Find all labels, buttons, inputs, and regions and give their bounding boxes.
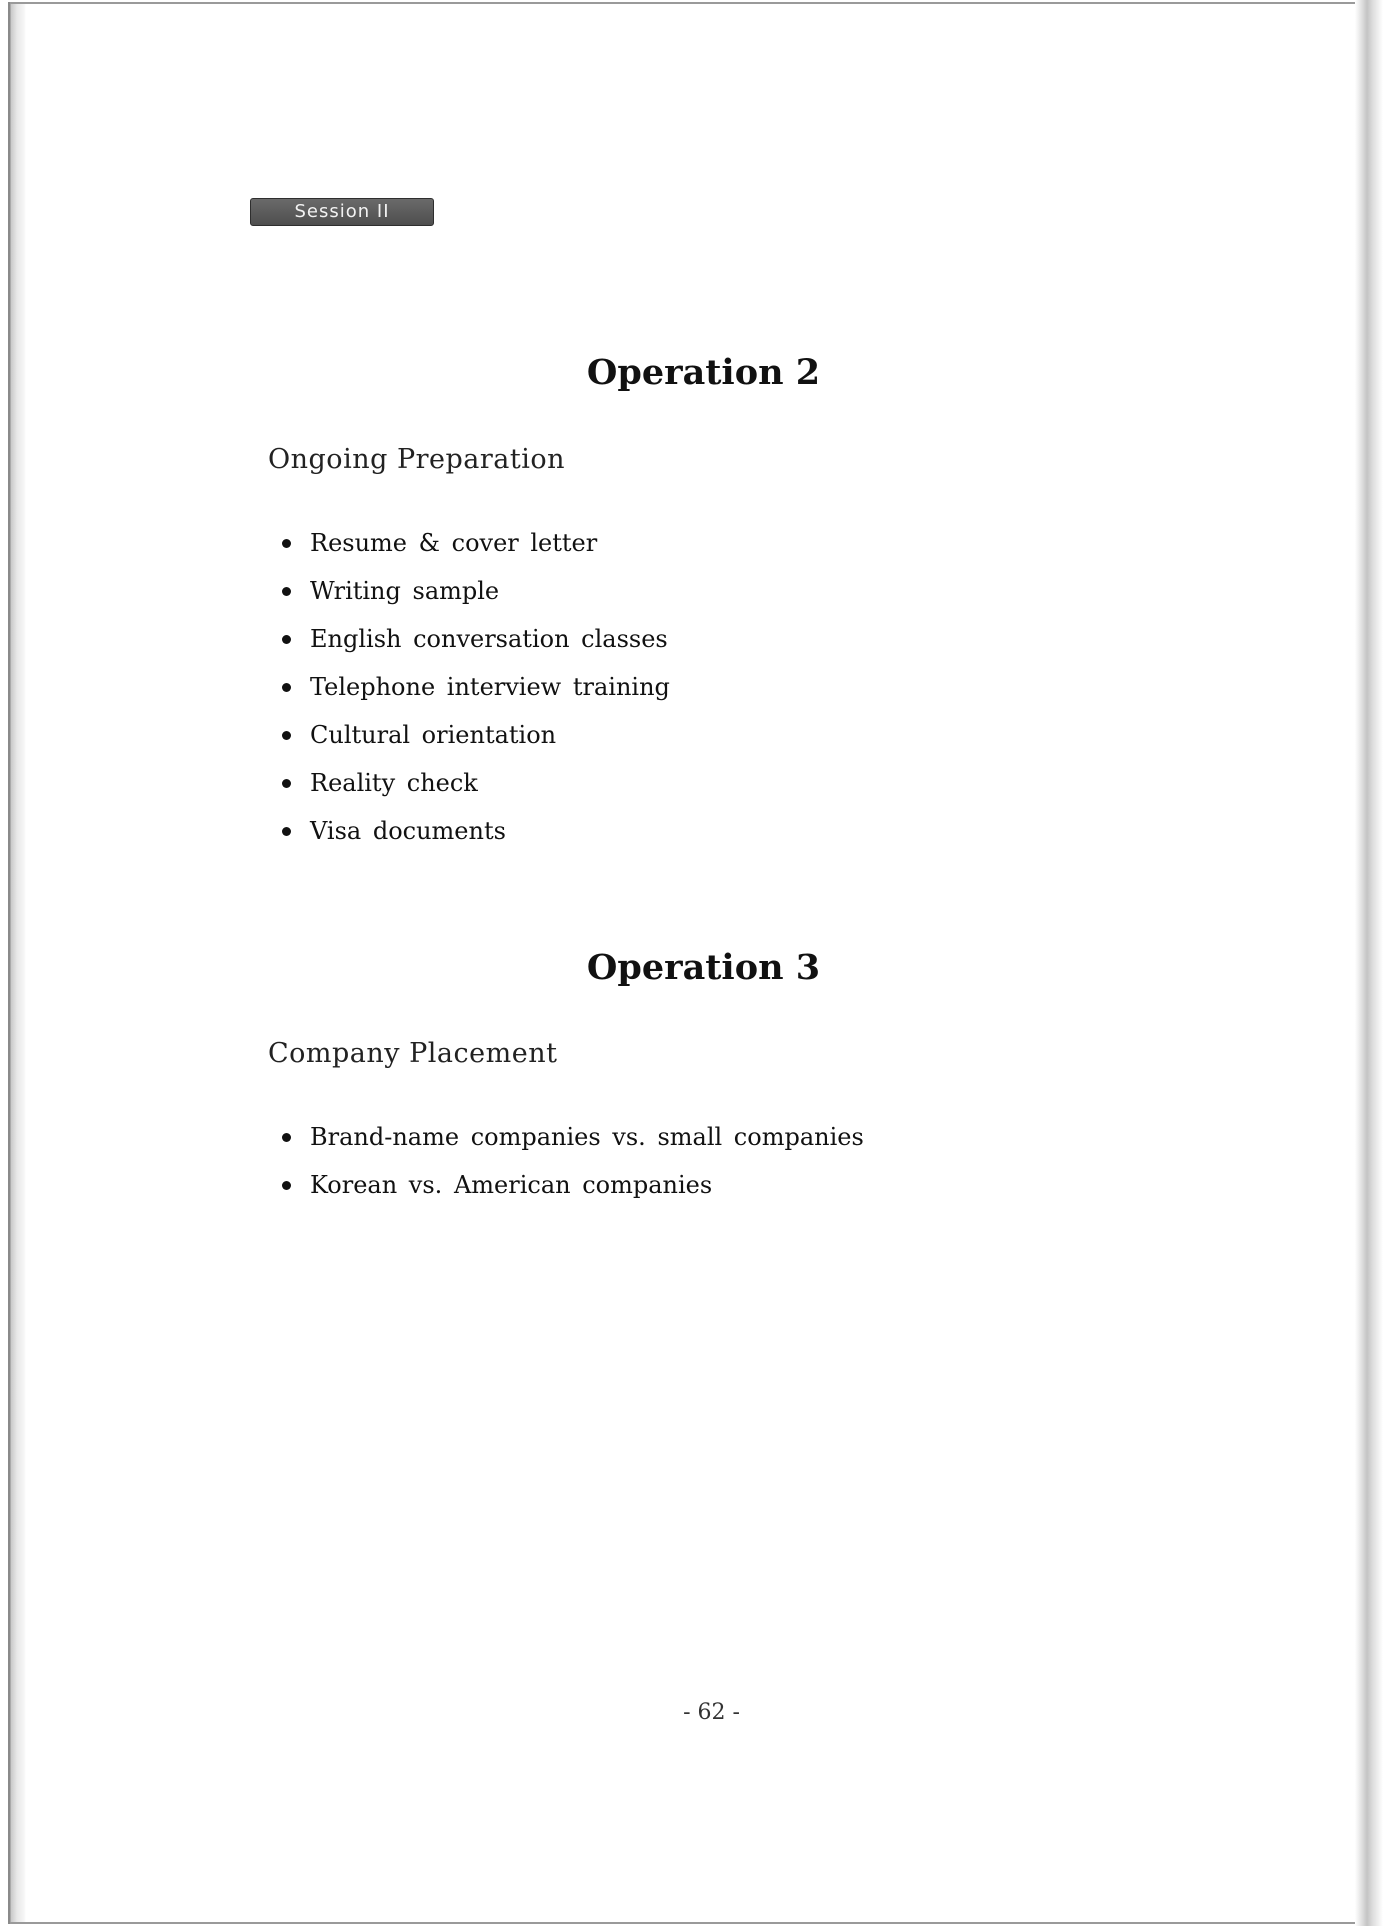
- list-item: [278, 711, 670, 759]
- bullet-icon: [282, 587, 291, 596]
- list-item-text: Writing sample: [310, 577, 500, 605]
- section-title-operation-2: [0, 352, 1383, 393]
- bullet-icon: [282, 635, 291, 644]
- bullet-icon: [282, 731, 291, 740]
- list-item-text: Reality check: [310, 769, 478, 797]
- session-badge: Session II: [250, 198, 434, 226]
- list-item: [278, 615, 670, 663]
- section-heading-ongoing-preparation: Ongoing Preparation: [268, 444, 566, 475]
- list-item: [278, 759, 670, 807]
- section-title-operation-3: [0, 947, 1383, 988]
- list-item-text: Cultural orientation: [310, 721, 557, 749]
- page-number-text: - 62 -: [683, 1700, 740, 1725]
- section-title-text: Operation 3: [586, 947, 821, 988]
- list-item: [278, 567, 670, 615]
- list-item: [278, 807, 670, 855]
- bullet-icon: [282, 1181, 291, 1190]
- bullet-icon: [282, 779, 291, 788]
- list-item: [278, 1161, 864, 1209]
- section-title-text: Operation 2: [586, 352, 821, 393]
- list-item-text: Korean vs. American companies: [310, 1171, 713, 1199]
- bullet-icon: [282, 539, 291, 548]
- page-border-bottom: [10, 1922, 1360, 1924]
- list-item-text: Telephone interview training: [310, 673, 670, 701]
- list-item: [278, 1113, 864, 1161]
- list-item-text: Visa documents: [310, 817, 506, 845]
- bullet-list-preparation: [278, 519, 670, 855]
- bullet-list-placement: [278, 1113, 864, 1209]
- page-number: [0, 1700, 1383, 1725]
- bullet-icon: [282, 1133, 291, 1142]
- section-heading-company-placement: Company Placement: [268, 1038, 558, 1069]
- list-item-text: English conversation classes: [310, 625, 668, 653]
- list-item-text: Resume & cover letter: [310, 529, 598, 557]
- bullet-icon: [282, 827, 291, 836]
- list-item: [278, 663, 670, 711]
- list-item: [278, 519, 670, 567]
- list-item-text: Brand-name companies vs. small companies: [310, 1123, 864, 1151]
- bullet-icon: [282, 683, 291, 692]
- page-border-top: [10, 2, 1360, 4]
